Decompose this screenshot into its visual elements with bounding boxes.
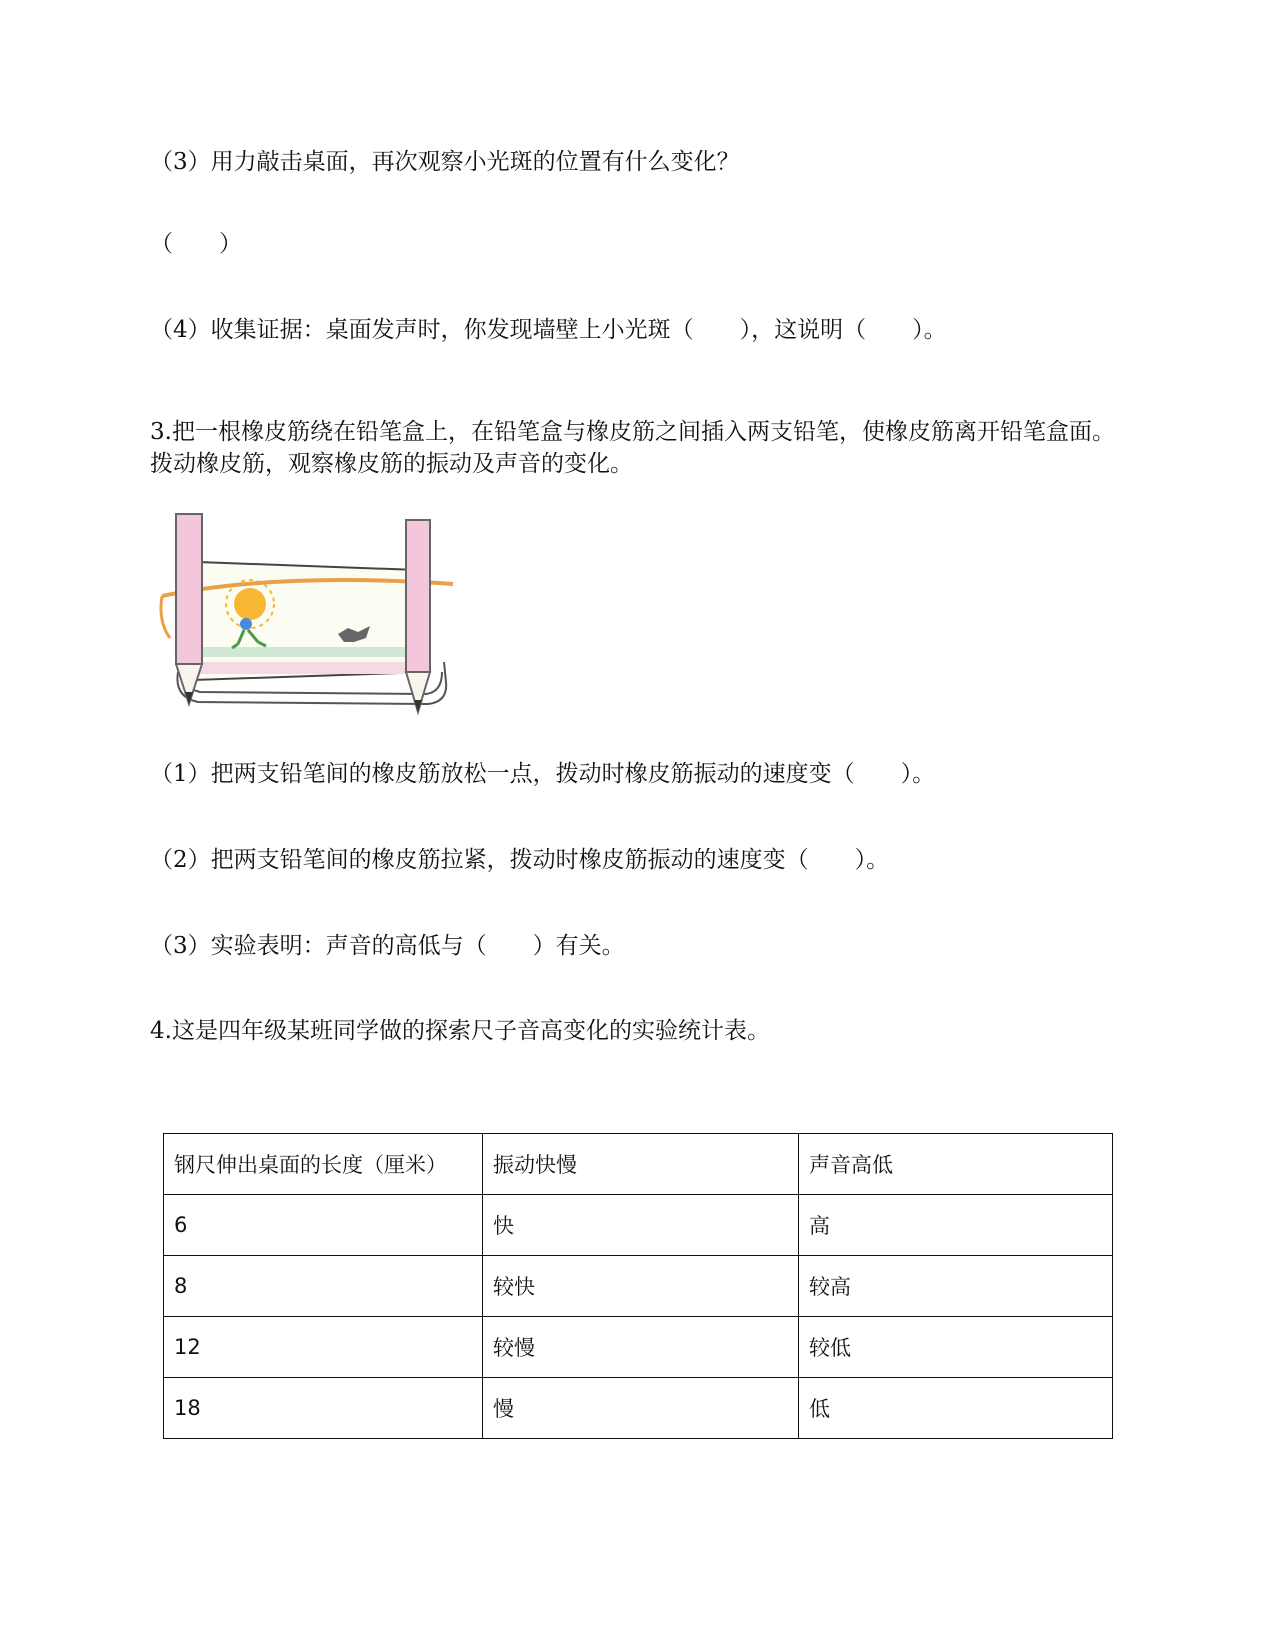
table-header-cell: 钢尺伸出桌面的长度（厘米） xyxy=(164,1134,483,1195)
question-4-intro: 4.这是四年级某班同学做的探索尺子音高变化的实验统计表。 xyxy=(150,1018,770,1044)
table-row xyxy=(164,1195,1113,1256)
table-header-cell: 声音高低 xyxy=(799,1134,1113,1195)
table-cell: 低 xyxy=(799,1378,1113,1439)
question-3-1: （1）把两支铅笔间的橡皮筋放松一点，拨动时橡皮筋振动的速度变（ ）。 xyxy=(150,761,936,787)
ruler-pitch-experiment-table xyxy=(163,1133,1113,1439)
table-header-cell: 振动快慢 xyxy=(483,1134,799,1195)
question-3-3: （3）实验表明：声音的高低与（ ）有关。 xyxy=(150,933,625,959)
table-cell: 较高 xyxy=(799,1256,1113,1317)
question-3-2: （2）把两支铅笔间的橡皮筋拉紧，拨动时橡皮筋振动的速度变（ ）。 xyxy=(150,847,890,873)
table-cell: 慢 xyxy=(483,1378,799,1439)
table-cell: 18 xyxy=(164,1378,483,1439)
table-cell: 高 xyxy=(799,1195,1113,1256)
table-cell: 12 xyxy=(164,1317,483,1378)
answer-blank-2-3: （ ） xyxy=(150,231,242,257)
pencil-box-drawing xyxy=(158,512,468,737)
table-row xyxy=(164,1256,1113,1317)
question-2-4: （4）收集证据：桌面发声时，你发现墙壁上小光斑（ ），这说明（ ）。 xyxy=(150,317,947,343)
rubber-band-pencil-box-illustration xyxy=(158,512,468,737)
table-header-row xyxy=(164,1134,1113,1195)
table-cell: 较低 xyxy=(799,1317,1113,1378)
table-cell: 8 xyxy=(164,1256,483,1317)
table-row xyxy=(164,1378,1113,1439)
table-cell: 较慢 xyxy=(483,1317,799,1378)
table-cell: 快 xyxy=(483,1195,799,1256)
table-row xyxy=(164,1317,1113,1378)
table-cell: 6 xyxy=(164,1195,483,1256)
table-cell: 较快 xyxy=(483,1256,799,1317)
question-2-3: （3）用力敲击桌面，再次观察小光斑的位置有什么变化？ xyxy=(150,149,740,175)
question-3-intro: 3.把一根橡皮筋绕在铅笔盒上，在铅笔盒与橡皮筋之间插入两支铅笔，使橡皮筋离开铅笔盒面。拨动橡皮筋，观察橡皮筋的振动及声音的变化。 xyxy=(150,419,1115,477)
